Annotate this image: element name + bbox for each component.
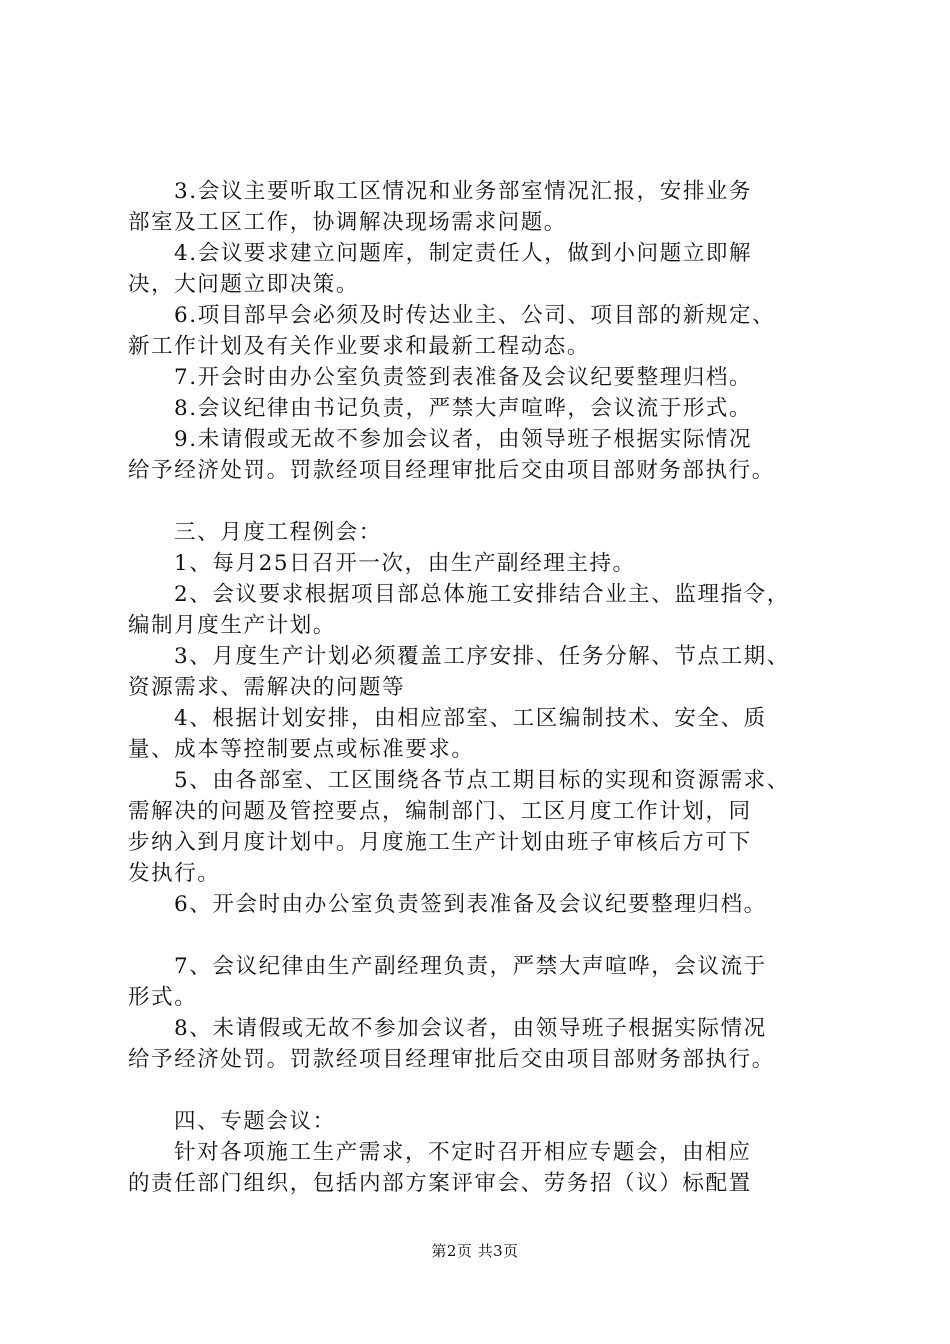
blank-line xyxy=(128,1075,840,1106)
text-line: 编制月度生产计划。 xyxy=(128,613,336,638)
blank-line xyxy=(128,920,840,951)
text-line: 三、月度工程例会： xyxy=(174,520,382,545)
text-line: 给予经济处罚。罚款经项目经理审批后交由项目部财务部执行。 xyxy=(128,458,775,483)
text-line: 步纳入到月度计划中。月度施工生产计划由班子审核后方可下 xyxy=(128,830,752,855)
text-line: 6.项目部早会必须及时传达业主、公司、项目部的新规定、 xyxy=(174,303,776,328)
text-line: 4.会议要求建立问题库，制定责任人，做到小问题立即解 xyxy=(174,241,753,266)
text-line: 3、月度生产计划必须覆盖工序安排、任务分解、节点工期、 xyxy=(174,644,790,669)
text-line: 需解决的问题及管控要点，编制部门、工区月度工作计划，同 xyxy=(128,799,752,824)
text-line: 形式。 xyxy=(128,985,198,1010)
text-line: 部室及工区工作，协调解决现场需求问题。 xyxy=(128,210,567,235)
text-line: 5、由各部室、工区围绕各节点工期目标的实现和资源需求、 xyxy=(174,768,790,793)
text-line: 7、会议纪律由生产副经理负责，严禁大声喧哗，会议流于 xyxy=(174,954,767,979)
text-line: 量、成本等控制要点或标准要求。 xyxy=(128,737,475,762)
text-line: 3.会议主要听取工区情况和业务部室情况汇报，安排业务 xyxy=(174,179,753,204)
document-body xyxy=(128,176,840,1199)
text-line: 四、专题会议： xyxy=(174,1109,336,1134)
text-line: 8.会议纪律由书记负责，严禁大声喧哗，会议流于形式。 xyxy=(174,396,753,421)
text-line: 6、开会时由办公室负责签到表准备及会议纪要整理归档。 xyxy=(174,892,767,917)
blank-line xyxy=(128,486,840,517)
text-line: 4、根据计划安排，由相应部室、工区编制技术、安全、质 xyxy=(174,706,767,731)
text-line: 1、每月25日召开一次，由生产副经理主持。 xyxy=(174,551,636,576)
text-line: 2、会议要求根据项目部总体施工安排结合业主、监理指令， xyxy=(174,582,790,607)
text-line: 新工作计划及有关作业要求和最新工程动态。 xyxy=(128,334,591,359)
text-line: 给予经济处罚。罚款经项目经理审批后交由项目部财务部执行。 xyxy=(128,1047,775,1072)
text-line: 资源需求、需解决的问题等 xyxy=(128,675,406,700)
text-line: 的责任部门组织，包括内部方案评审会、劳务招（议）标配置 xyxy=(128,1171,752,1196)
text-line: 决，大问题立即决策。 xyxy=(128,272,360,297)
text-line: 9.未请假或无故不参加会议者，由领导班子根据实际情况 xyxy=(174,427,753,452)
text-line: 8、未请假或无故不参加会议者，由领导班子根据实际情况 xyxy=(174,1016,767,1041)
text-line: 发执行。 xyxy=(128,861,221,886)
page-footer: 第2页 共3页 xyxy=(431,1242,519,1260)
text-line: 针对各项施工生产需求，不定时召开相应专题会，由相应 xyxy=(174,1140,752,1165)
text-line: 7.开会时由办公室负责签到表准备及会议纪要整理归档。 xyxy=(174,365,753,390)
